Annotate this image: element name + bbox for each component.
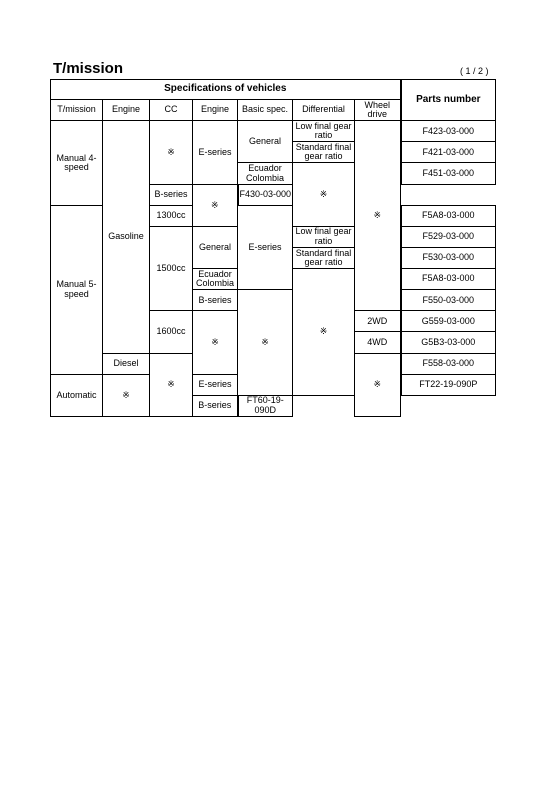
part-number: F5A8-03-000	[401, 269, 496, 290]
part-number: F530-03-000	[401, 247, 496, 268]
cell-manual-4-speed: Manual 4-speed	[51, 121, 103, 206]
cell-ecuador-colombia: Ecuador Colombia	[193, 269, 238, 290]
cell-wheel-drive-mark: ※	[355, 121, 401, 311]
col-header-wheel-drive: Wheel drive	[355, 100, 401, 121]
cell-general: General	[238, 121, 293, 163]
cell-differential-mark: ※	[293, 163, 355, 226]
cell-diesel: Diesel	[103, 353, 150, 374]
cell-ecuador-colombia: Ecuador Colombia	[238, 163, 293, 184]
part-number: F423-03-000	[401, 121, 496, 142]
cell-general: General	[193, 226, 238, 268]
page-indicator: ( 1 / 2 )	[460, 66, 489, 76]
cell-cc-mark: ※	[150, 121, 193, 184]
cell-differential-mark: ※	[293, 269, 355, 396]
cell-1500cc: 1500cc	[150, 226, 193, 311]
cell-low-final-gear: Low final gear ratio	[293, 121, 355, 142]
part-number: F451-03-000	[401, 163, 496, 184]
specifications-header: Specifications of vehicles	[51, 80, 401, 100]
part-number: F421-03-000	[401, 142, 496, 163]
part-number: G5B3-03-000	[401, 332, 496, 353]
cell-e-series: E-series	[238, 205, 293, 290]
cell-manual-5-speed: Manual 5-speed	[51, 205, 103, 374]
cell-automatic: Automatic	[51, 374, 103, 416]
cell-1300cc: 1300cc	[150, 205, 193, 226]
part-number: F550-03-000	[401, 290, 496, 311]
part-number: FT22-19-090P	[401, 374, 496, 395]
cell-1600cc: 1600cc	[150, 311, 193, 353]
cell-b-series: B-series	[193, 290, 238, 311]
col-header-basic-spec: Basic spec.	[238, 100, 293, 121]
cell-b-series: B-series	[150, 184, 193, 205]
col-header-tmission: T/mission	[51, 100, 103, 121]
part-number: G559-03-000	[401, 311, 496, 332]
cell-cc-mark: ※	[150, 353, 193, 416]
part-number: F5A8-03-000	[401, 205, 496, 226]
page-title: T/mission	[53, 60, 124, 77]
col-header-engine-series: Engine	[193, 100, 238, 121]
cell-standard-final-gear: Standard final gear ratio	[293, 142, 355, 163]
cell-basic-spec-mark: ※	[238, 290, 293, 396]
cell-engine-mark: ※	[103, 374, 150, 416]
col-header-cc: CC	[150, 100, 193, 121]
col-header-engine: Engine	[103, 100, 150, 121]
cell-e-series: E-series	[193, 374, 238, 395]
cell-engine-series-mark: ※	[193, 311, 238, 374]
cell-2wd: 2WD	[355, 311, 401, 332]
part-number: F558-03-000	[401, 353, 496, 374]
cell-wheel-drive-mark: ※	[355, 353, 401, 416]
specifications-table	[50, 79, 496, 417]
cell-b-series: B-series	[193, 395, 238, 416]
part-number: F430-03-000	[238, 184, 293, 205]
parts-number-header: Parts number	[401, 80, 496, 121]
part-number: FT60-19-090D	[238, 395, 293, 416]
cell-basic-spec-mark: ※	[193, 184, 238, 226]
cell-e-series: E-series	[193, 121, 238, 184]
cell-standard-final-gear: Standard final gear ratio	[293, 247, 355, 268]
col-header-differential: Differential	[293, 100, 355, 121]
part-number: F529-03-000	[401, 226, 496, 247]
cell-gasoline: Gasoline	[103, 121, 150, 353]
cell-low-final-gear: Low final gear ratio	[293, 226, 355, 247]
cell-4wd: 4WD	[355, 332, 401, 353]
